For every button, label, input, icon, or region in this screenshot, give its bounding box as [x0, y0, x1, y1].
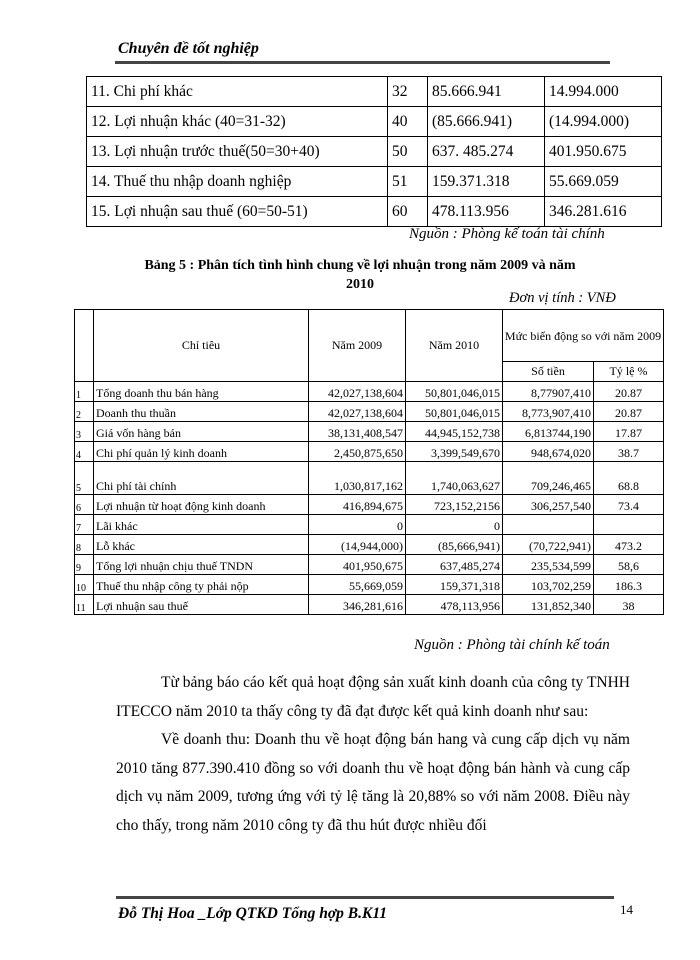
- table2-cell-y2010: 637,485,274: [406, 555, 503, 575]
- table1-cell-year2010: 478.113.956: [428, 197, 545, 227]
- header-change: Mức biến động so với năm 2009: [503, 310, 664, 362]
- table2-cell-ratio: 186.3: [594, 575, 664, 595]
- table2-cell-y2010: 44,945,152,738: [406, 422, 503, 442]
- table2-cell-y2010: 50,801,046,015: [406, 402, 503, 422]
- table2-cell-ratio: 38.7: [594, 442, 664, 462]
- table2-cell-stt: 6: [75, 495, 94, 515]
- table1-cell-year2009: (14.994.000): [545, 107, 662, 137]
- table2-cell-name: Thuế thu nhập công ty phải nộp: [94, 575, 309, 595]
- table1-cell-label: 15. Lợi nhuận sau thuế (60=50-51): [87, 197, 388, 227]
- table2-cell-ratio: 17.87: [594, 422, 664, 442]
- table2-cell-y2009: 401,950,675: [309, 555, 406, 575]
- table1-cell-year2010: (85.666.941): [428, 107, 545, 137]
- table2-row: [75, 535, 664, 555]
- table1-cell-year2009: 14.994.000: [545, 77, 662, 107]
- table2-row: [75, 495, 664, 515]
- table2-cell-amount: 948,674,020: [503, 442, 594, 462]
- table1-cell-year2010: 159.371.318: [428, 167, 545, 197]
- table2-cell-ratio: 20.87: [594, 402, 664, 422]
- table2-cell-amount: [503, 515, 594, 535]
- table2-cell-stt: 9: [75, 555, 94, 575]
- table2-cell-amount: 103,702,259: [503, 575, 594, 595]
- table2-cell-stt: 10: [75, 575, 94, 595]
- paragraph-2: Về doanh thu: Doanh thu về hoạt động bán hang và cung cấp dịch vụ năm 2010 tăng 877.390.410 đồng so với doanh thu về hoạt động bán hành và cung cấp dịch vụ năm 2009, tương ứng với tỷ lệ tăng là 20,88% so với năm 2008. Điều này cho thấy, trong năm 2010 công ty đã thu hút được nhiều đối: [116, 731, 630, 834]
- table1-row: [87, 197, 662, 227]
- table2-cell-amount: 306,257,540: [503, 495, 594, 515]
- table2-cell-y2010: 50,801,046,015: [406, 382, 503, 402]
- table2-row: [75, 555, 664, 575]
- table2-cell-name: Giá vốn hàng bán: [94, 422, 309, 442]
- table2-cell-y2009: 42,027,138,604: [309, 402, 406, 422]
- page-header-title: Chuyên đề tốt nghiệp: [118, 40, 259, 57]
- table2-caption-line2: 2010: [346, 277, 374, 292]
- table2-row: [75, 462, 664, 495]
- table2-cell-stt: 4: [75, 442, 94, 462]
- table1-cell-code: 32: [388, 77, 428, 107]
- table2-row: [75, 595, 664, 615]
- table2-cell-ratio: [594, 515, 664, 535]
- table2-cell-name: Lãi khác: [94, 515, 309, 535]
- table2-row: [75, 515, 664, 535]
- table2-row: [75, 402, 664, 422]
- table1-cell-code: 50: [388, 137, 428, 167]
- table2-cell-amount: (70,722,941): [503, 535, 594, 555]
- table2-cell-y2010: 0: [406, 515, 503, 535]
- profit-analysis-table: [74, 309, 664, 615]
- table2-cell-y2009: 55,669,059: [309, 575, 406, 595]
- table1-cell-year2009: 55.669.059: [545, 167, 662, 197]
- table2-cell-y2010: 478,113,956: [406, 595, 503, 615]
- table1-cell-year2010: 637. 485.274: [428, 137, 545, 167]
- table2-cell-y2009: 2,450,875,650: [309, 442, 406, 462]
- table1-cell-year2010: 85.666.941: [428, 77, 545, 107]
- table2-cell-ratio: 73.4: [594, 495, 664, 515]
- table2-cell-name: Lợi nhuận từ hoạt động kinh doanh: [94, 495, 309, 515]
- table2-cell-y2010: (85,666,941): [406, 535, 503, 555]
- footer-divider: [116, 896, 614, 899]
- table2-cell-y2010: 159,371,318: [406, 575, 503, 595]
- table2-row: [75, 575, 664, 595]
- table2-cell-name: Doanh thu thuần: [94, 402, 309, 422]
- header-amount: Số tiền: [503, 362, 594, 382]
- header-year2009: Năm 2009: [309, 310, 406, 382]
- table1-row: [87, 107, 662, 137]
- table2-cell-amount: 8,77907,410: [503, 382, 594, 402]
- table2-cell-y2009: 346,281,616: [309, 595, 406, 615]
- table2-cell-stt: 2: [75, 402, 94, 422]
- footer-author: Đỗ Thị Hoa _Lớp QTKD Tổng hợp B.K11: [118, 905, 387, 922]
- table2-cell-stt: 5: [75, 462, 94, 495]
- table2-cell-name: Lỗ khác: [94, 535, 309, 555]
- table2-cell-ratio: 58,6: [594, 555, 664, 575]
- table2-cell-amount: 709,246,465: [503, 462, 594, 495]
- table2-cell-y2009: 0: [309, 515, 406, 535]
- table2-cell-ratio: 473.2: [594, 535, 664, 555]
- table2-cell-y2009: 416,894,675: [309, 495, 406, 515]
- table2-cell-y2009: 42,027,138,604: [309, 382, 406, 402]
- table2-cell-name: Tổng doanh thu bán hàng: [94, 382, 309, 402]
- table2-source: Nguồn : Phòng tài chính kế toán: [414, 637, 610, 653]
- table1-cell-label: 13. Lợi nhuận trước thuế(50=30+40): [87, 137, 388, 167]
- table2-cell-y2009: 38,131,408,547: [309, 422, 406, 442]
- table2-cell-y2010: 1,740,063,627: [406, 462, 503, 495]
- page-number: 14: [620, 902, 633, 917]
- table1-cell-code: 60: [388, 197, 428, 227]
- table2-row: [75, 442, 664, 462]
- table2-cell-stt: 7: [75, 515, 94, 535]
- table2-cell-stt: 8: [75, 535, 94, 555]
- table1-row: [87, 77, 662, 107]
- table1-cell-code: 51: [388, 167, 428, 197]
- table2-cell-stt: 1: [75, 382, 94, 402]
- table2-cell-stt: 11: [75, 595, 94, 615]
- table1-cell-label: 14. Thuế thu nhập doanh nghiệp: [87, 167, 388, 197]
- table1-row: [87, 167, 662, 197]
- table1-row: [87, 137, 662, 167]
- table2-cell-ratio: 68.8: [594, 462, 664, 495]
- table2-row: [75, 422, 664, 442]
- table2-cell-name: Tổng lợi nhuận chịu thuế TNDN: [94, 555, 309, 575]
- table1-source: Nguồn : Phòng kế toán tài chính: [409, 226, 605, 242]
- table2-cell-name: Chi phí quản lý kinh doanh: [94, 442, 309, 462]
- header-divider: [115, 61, 610, 64]
- table2-cell-stt: 3: [75, 422, 94, 442]
- table1-cell-label: 12. Lợi nhuận khác (40=31-32): [87, 107, 388, 137]
- header-stt: [75, 310, 94, 382]
- income-statement-table: [86, 76, 662, 227]
- table2-cell-ratio: 20.87: [594, 382, 664, 402]
- table1-cell-year2009: 346.281.616: [545, 197, 662, 227]
- table2-cell-y2009: 1,030,817,162: [309, 462, 406, 495]
- table2-cell-name: Chi phí tài chính: [94, 462, 309, 495]
- table1-cell-code: 40: [388, 107, 428, 137]
- table2-cell-amount: 235,534,599: [503, 555, 594, 575]
- table2-caption-line1: Bảng 5 : Phân tích tình hình chung về lợi nhuận trong năm 2009 và năm: [144, 258, 576, 273]
- header-indicator: Chỉ tiêu: [94, 310, 309, 382]
- table2-cell-y2010: 3,399,549,670: [406, 442, 503, 462]
- paragraph-1: Từ bảng báo cáo kết quả hoạt động sản xuất kinh doanh của công ty TNHH ITECCO năm 2010 ta thấy công ty đã đạt được kết quả kinh doanh như sau:: [116, 674, 630, 720]
- header-ratio: Tỷ lệ %: [594, 362, 664, 382]
- table2-cell-amount: 131,852,340: [503, 595, 594, 615]
- table2-row: [75, 382, 664, 402]
- table2-cell-name: Lợi nhuận sau thuế: [94, 595, 309, 615]
- table2-caption: [120, 256, 600, 294]
- table2-cell-y2010: 723,152,2156: [406, 495, 503, 515]
- table2-cell-y2009: (14,944,000): [309, 535, 406, 555]
- table2-cell-ratio: 38: [594, 595, 664, 615]
- table1-cell-year2009: 401.950.675: [545, 137, 662, 167]
- table2-cell-amount: 6,813744,190: [503, 422, 594, 442]
- table2-unit: Đơn vị tính : VNĐ: [509, 290, 616, 306]
- body-text: [116, 669, 630, 840]
- table1-cell-label: 11. Chi phí khác: [87, 77, 388, 107]
- header-year2010: Năm 2010: [406, 310, 503, 382]
- table2-cell-amount: 8,773,907,410: [503, 402, 594, 422]
